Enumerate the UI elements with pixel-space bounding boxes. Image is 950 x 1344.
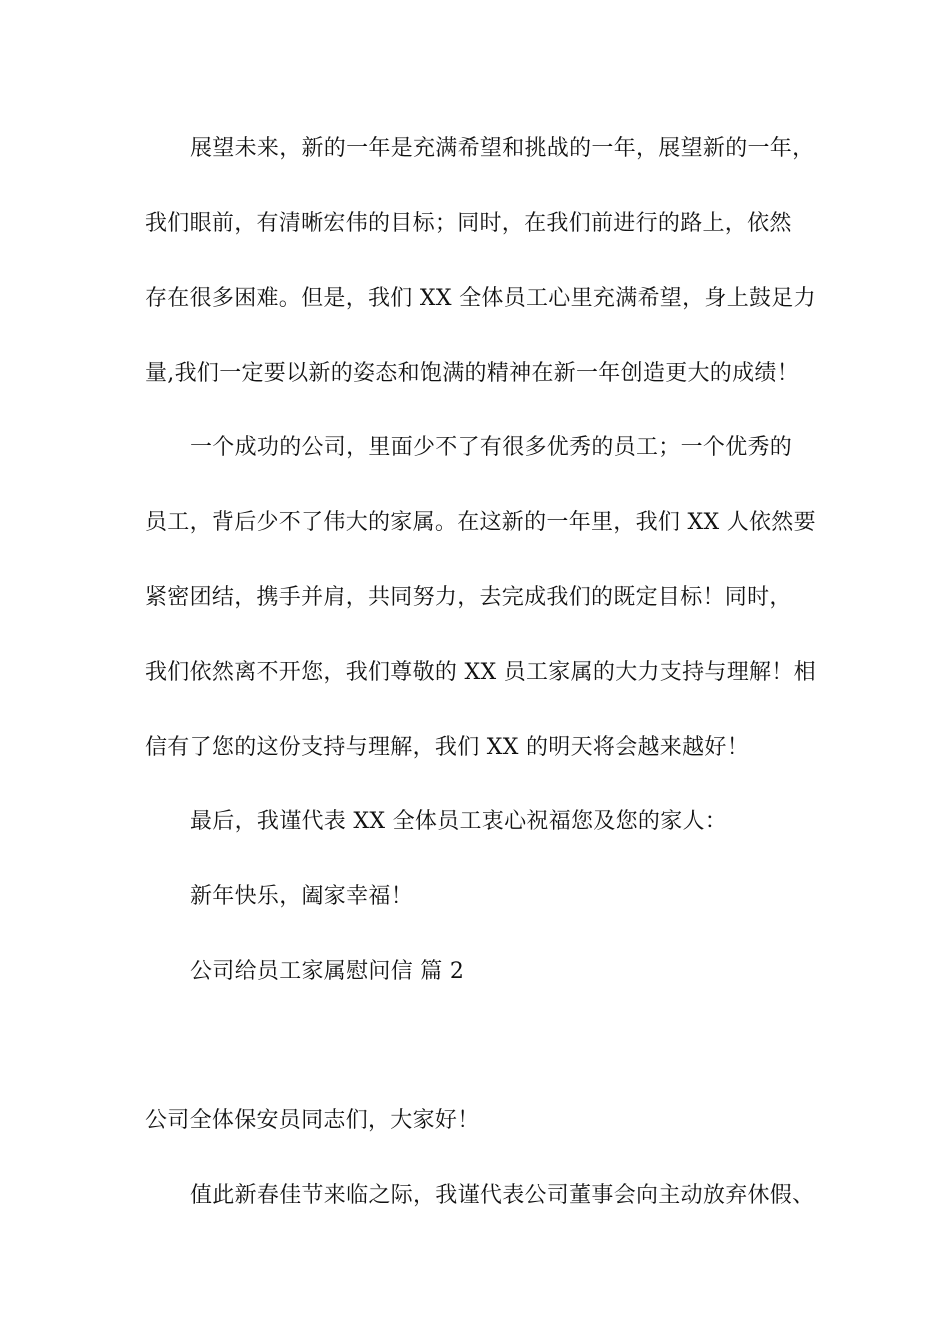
greeting-line: 新年快乐，阖家幸福！ [190,884,414,909]
paragraph-2-line-2: 员工，背后少不了伟大的家属。在这新的一年里，我们 XX 人依然要 [145,510,816,535]
paragraph-3-line-1: 值此新春佳节来临之际，我谨代表公司董事会向主动放弃休假、 [190,1183,815,1208]
paragraph-1-line-4: 量,我们一定要以新的姿态和饱满的精神在新一年创造更大的成绩！ [145,361,799,386]
paragraph-1-line-1: 展望未来，新的一年是充满希望和挑战的一年，展望新的一年， [190,136,815,161]
paragraph-2-line-1: 一个成功的公司，里面少不了有很多优秀的员工；一个优秀的 [190,435,793,460]
salutation-line: 公司全体保安员同志们，大家好！ [145,1108,480,1133]
paragraph-2-line-5: 信有了您的这份支持与理解，我们 XX 的明天将会越来越好！ [145,735,750,760]
paragraph-1-line-3: 存在很多困难。但是，我们 XX 全体员工心里充满希望，身上鼓足力 [145,286,816,311]
paragraph-2-line-4: 我们依然离不开您，我们尊敬的 XX 员工家属的大力支持与理解！相 [145,660,816,685]
paragraph-2-line-3: 紧密团结，携手并肩，共同努力，去完成我们的既定目标！同时， [145,585,792,610]
paragraph-1-line-2: 我们眼前，有清晰宏伟的目标；同时，在我们前进行的路上，依然 [145,211,792,236]
section-heading: 公司给员工家属慰问信 篇 2 [190,959,465,984]
closing-line: 最后，我谨代表 XX 全体员工衷心祝福您及您的家人： [190,809,728,834]
